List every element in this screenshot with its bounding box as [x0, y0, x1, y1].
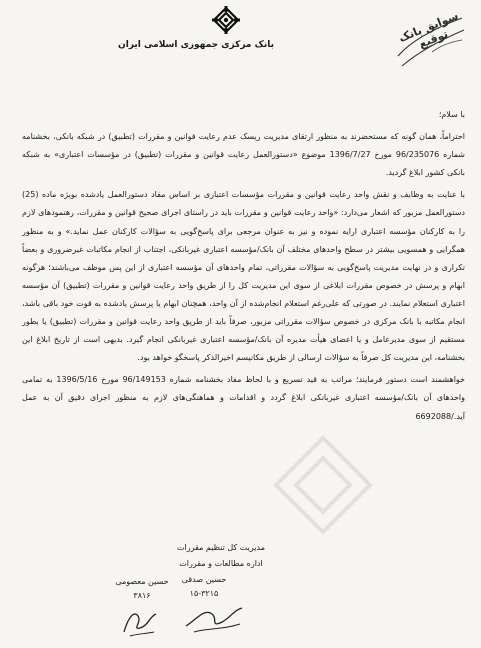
central-bank-logo-icon	[212, 6, 240, 34]
handwritten-signature-2-icon	[182, 600, 246, 636]
letter-body	[22, 106, 465, 426]
signer-2-name: حسین صدقی	[181, 575, 227, 584]
handwritten-signature-1-icon	[120, 604, 160, 640]
bank-name: بانک مرکزی جمهوری اسلامی ایران	[118, 40, 274, 50]
paragraph-2: با عنایت به وظایف و نقش واحد رعایت قوانین و مقررات مؤسسات اعتباری بر اساس مفاد دستورالعمل یادشده بویژه ماده (25) دستورالعمل مزبور که اشعار می‌دارد: «واحد رعایت قوانین و مقررات باید در راستای اجرای صحیح قوانین و مقررات، رهنمودهای لازم را به کارکنان مؤسسه اعتباری ارایه نموده و نیز به عنوان مرجعی برای پاسخ‌گویی به سؤالات کارکنان عمل نماید.» و به منظور همگرایی و همسویی بیشتر در سطح واحدهای مختلف آن بانک/مؤسسه اعتباری غیربانکی، اجتناب از انجام مکاتبات غیرضروری و بعضاً تکراری و در نهایت مدیریت پاسخ‌گویی به سؤالات مقرراتی، تمام واحدهای آن مؤسسه اعتباری از این پس موظف می‌باشند؛ هرگونه ابهام و پرسش در خصوص مقررات ابلاغی از سوی این مدیریت کل را از طریق واحد رعایت قوانین و مقررات (تطبیق) آن مؤسسه اعتباری استعلام نمایند. در صورتی که علی‌رغم استعلام انجام‌شده از آن واحد، همچنان ابهام یا پرسش یادشده به قوت خود باقی باشد، انجام مکاتبه با بانک مرکزی در خصوص سؤالات مقرراتی مزبور، صرفاً باید از طریق واحد رعایت قوانین و مقررات (تطبیق) یا بطور مستقیم از سوی مدیرعامل و یا اعضای هیأت مدیره آن بانک/مؤسسه اعتباری غیربانکی انجام گیرد. بدیهی است از تاریخ ابلاغ این بخشنامه، این مدیریت کل صرفاً به سؤالات ارسالی از طریق مکانیسم اخیرالذکر پاسخگو خواهد بود.	[22, 190, 465, 363]
seal-text: سوابق بانک توقیع	[396, 9, 461, 51]
paragraph-3: خواهشمند است دستور فرمایند؛ مراتب به قید تسریع و با لحاظ مفاد بخشنامه شماره 96/149153 مورخ 1396/5/16 به تمامی واحدهای آن بانک/مؤسسه اعتباری غیربانکی ابلاغ گردد و اقدامات و هماهنگی‌های لازم به منظور اجرای دقیق آن به عمل آید./6692088	[22, 375, 466, 421]
signer-1-code: ۳۸۱۶	[133, 591, 151, 600]
signature-title-2: اداره مطالعات و مقررات	[179, 559, 263, 568]
greeting: با سلام؛	[438, 110, 465, 119]
paragraph-1: احتراماً، همان گونه که مستحضرند به منظور ارتقای مدیریت ریسک عدم رعایت قوانین و مقررات (تطبیق) در شبکه بانکی، بخشنامه شماره 96/235076 مورخ 1396/7/27 موضوع «دستورالعمل رعایت قوانین و مقررات (تطبیق) در مؤسسات اعتباری» به شبکه بانکی کشور ابلاغ گردید.	[22, 132, 465, 178]
signer-2-code: ۱۵-۳۲۱۵	[189, 589, 219, 598]
signer-1-name: حسین معصومی	[115, 577, 169, 586]
watermark-icon	[268, 430, 378, 540]
signature-title-1: مدیریت کل تنظیم مقررات	[176, 543, 265, 552]
